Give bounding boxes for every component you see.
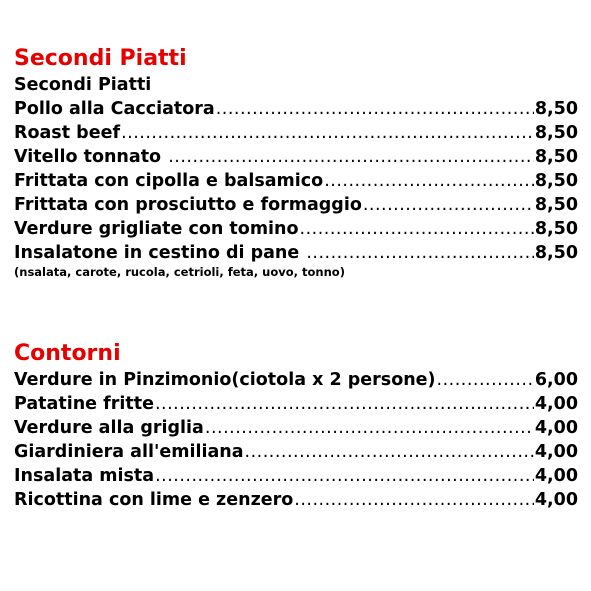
item-price: 4,00 <box>534 466 578 486</box>
item-price: 4,00 <box>534 418 578 438</box>
menu-item <box>14 97 578 121</box>
menu-item <box>14 241 578 265</box>
item-name: Frittata con prosciutto e formaggio <box>14 195 362 215</box>
menu-item <box>14 368 578 392</box>
menu <box>14 45 578 512</box>
menu-item <box>14 217 578 241</box>
dot-leader <box>437 368 534 392</box>
dot-leader <box>324 169 534 193</box>
item-name: Verdure grigliate con tomino <box>14 219 299 239</box>
dot-leader <box>245 440 534 464</box>
menu-item <box>14 464 578 488</box>
menu-item <box>14 145 578 169</box>
dot-leader <box>121 121 534 145</box>
dot-leader <box>300 217 534 241</box>
item-price: 4,00 <box>534 394 578 414</box>
item-name: Verdure in Pinzimonio(ciotola x 2 persone) <box>14 370 436 390</box>
dot-leader <box>294 488 534 512</box>
dot-leader <box>168 145 534 169</box>
item-price: 8,50 <box>534 123 578 143</box>
menu-item <box>14 488 578 512</box>
menu-item <box>14 121 578 145</box>
item-price: 8,50 <box>534 171 578 191</box>
item-name: Pollo alla Cacciatora <box>14 99 215 119</box>
item-name: Vitello tonnato <box>14 147 168 167</box>
item-name: Giardiniera all'emiliana <box>14 442 244 462</box>
menu-item <box>14 416 578 440</box>
item-price: 6,00 <box>534 370 578 390</box>
item-name: Ricottina con lime e zenzero <box>14 490 294 510</box>
dot-leader <box>363 193 534 217</box>
menu-item <box>14 169 578 193</box>
section-spacer <box>14 279 578 340</box>
menu-item <box>14 193 578 217</box>
dot-leader <box>306 241 533 265</box>
item-price: 8,50 <box>534 195 578 215</box>
item-price: 8,50 <box>534 243 578 263</box>
item-name: Patatine fritte <box>14 394 154 414</box>
item-note: (nsalata, carote, rucola, cetrioli, feta, uovo, tonno) <box>14 265 345 279</box>
item-price: 8,50 <box>534 99 578 119</box>
item-name: Roast beef <box>14 123 121 143</box>
section-subtitle-secondi: Secondi Piatti <box>14 75 152 95</box>
item-price: 8,50 <box>534 219 578 239</box>
dot-leader <box>216 97 534 121</box>
dot-leader <box>155 464 534 488</box>
item-name: Frittata con cipolla e balsamico <box>14 171 324 191</box>
dot-leader <box>155 392 534 416</box>
section-title-secondi: Secondi Piatti <box>14 46 187 71</box>
item-name: Insalatone in cestino di pane <box>14 243 306 263</box>
dot-leader <box>205 416 534 440</box>
menu-item <box>14 440 578 464</box>
menu-item <box>14 392 578 416</box>
section-title-contorni: Contorni <box>14 341 121 366</box>
item-price: 4,00 <box>534 490 578 510</box>
item-price: 8,50 <box>534 147 578 167</box>
item-price: 4,00 <box>534 442 578 462</box>
item-name: Verdure alla griglia <box>14 418 204 438</box>
item-name: Insalata mista <box>14 466 155 486</box>
